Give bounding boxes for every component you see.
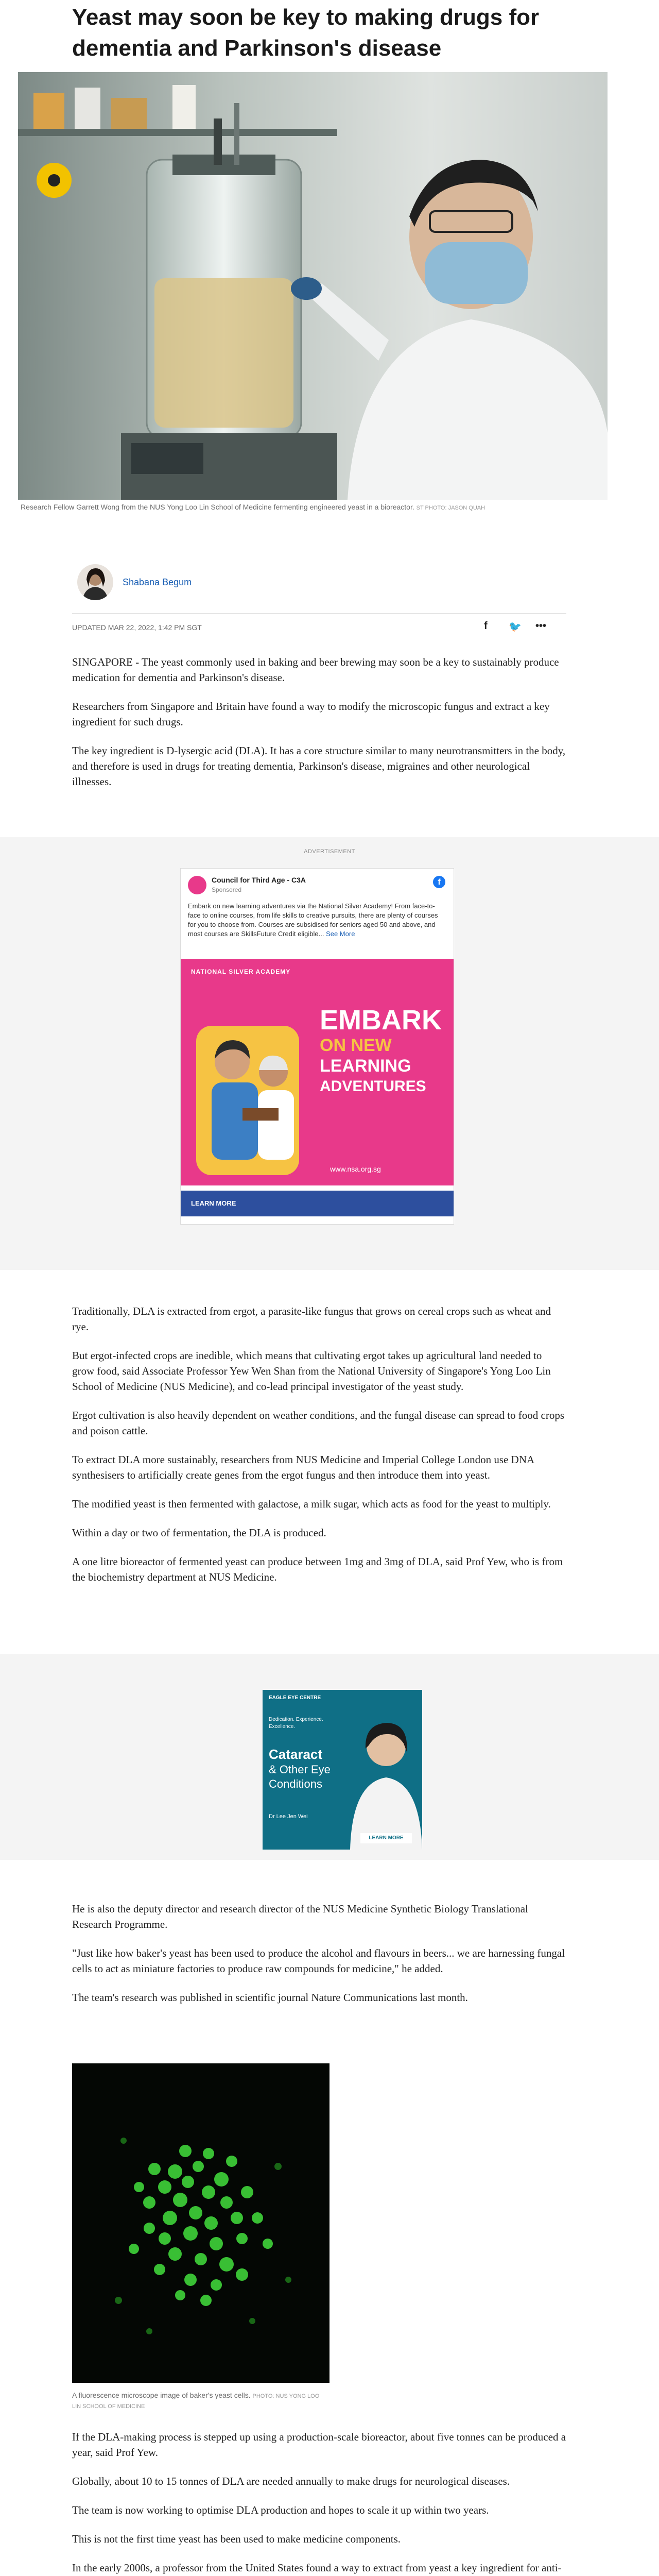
paragraph: If the DLA-making process is stepped up using a production-scale bioreactor, about five tonnes can be produced a year, said Prof Yew. [72, 2431, 566, 2459]
ad2-tagline-2: Excellence. [269, 1724, 296, 1730]
advertisement-1 [0, 837, 659, 1270]
paragraph: "Just like how baker's yeast has been used to produce the alcohol and flavours in beers... we are harnessing fungal cells to act as miniature factories to produce raw compounds for medicine," he added. [72, 1947, 565, 1975]
paragraph: A one litre bioreactor of fermented yeast can produce between 1mg and 3mg of DLA, said Prof Yew, who is from the biochemistry department at NUS Medicine. [72, 1555, 563, 1583]
paragraph: Within a day or two of fermentation, the DLA is produced. [72, 1527, 326, 1539]
author-avatar[interactable] [77, 564, 113, 600]
facebook-logo-icon: f [433, 876, 445, 888]
author-name[interactable]: Shabana Begum [123, 577, 192, 587]
page-meta: Sponsored [212, 886, 242, 893]
article-body-4 [72, 2429, 566, 2576]
paragraph: The modified yeast is then fermented with galactose, a milk sugar, which acts as food for the yeast to multiply. [72, 1498, 551, 1510]
article-body-2 [72, 1303, 566, 1585]
hero-credit: ST PHOTO: JASON QUAH [416, 505, 485, 511]
post-body [188, 902, 445, 939]
twitter-icon[interactable]: 🐦 [509, 621, 522, 633]
creative-line-3: LEARNING [320, 1056, 411, 1076]
eye-centre-ad[interactable] [263, 1690, 422, 1850]
creative-line-1: EMBARK [320, 1005, 442, 1036]
creative-brand: NATIONAL SILVER ACADEMY [191, 968, 291, 975]
paragraph: Ergot cultivation is also heavily dependent on weather conditions, and the fungal disease can spread to food crops and poison cattle. [72, 1409, 565, 1437]
post-body-text: Embark on new learning adventures via the National Silver Academy! From face-to-face to online courses, from life skills to creative pursuits, there are plenty of courses for you to choose from. Courses are subsidised for seniors aged 50 and above, and most courses are SkillsFuture Credit eligible... [188, 902, 438, 938]
facebook-icon[interactable]: f [484, 620, 488, 632]
byline-divider [72, 613, 566, 614]
paragraph: The key ingredient is D-lysergic acid (DLA). It has a core structure similar to many neurotransmitters in the body, and therefore is used in drugs for treating dementia, Parkinson's disease, migraines and other neurological illnesses. [72, 744, 566, 788]
paragraph: Traditionally, DLA is extracted from ergot, a parasite-like fungus that grows on cereal crops such as wheat and rye. [72, 1305, 551, 1333]
ad2-tagline-1: Dedication. Experience. [269, 1717, 323, 1722]
ad2-headline-3: Conditions [269, 1777, 322, 1790]
paragraph: In the early 2000s, a professor from the United States found a way to extract from yeast a key ingredient for anti- [72, 2562, 562, 2574]
paragraph: Globally, about 10 to 15 tonnes of DLA are needed annually to make drugs for neurological diseases. [72, 2475, 510, 2487]
microscope-photo [72, 2063, 330, 2383]
share-bar [484, 620, 566, 635]
hero-caption-text: Research Fellow Garrett Wong from the NUS Yong Loo Lin School of Medicine fermenting engineered yeast in a bioreactor. [21, 503, 414, 511]
article-body-3 [72, 1901, 566, 2005]
advertisement-2 [0, 1654, 659, 1860]
paragraph: To extract DLA more sustainably, researchers from NUS Medicine and Imperial College London use DNA synthesisers to artificially create genes from the ergot fungus and then introduce them into yeast. [72, 1453, 534, 1481]
page-name[interactable]: Council for Third Age - C3A [212, 876, 306, 884]
paragraph: The team's research was published in scientific journal Nature Communications last month. [72, 1991, 468, 2004]
learn-more-button[interactable]: LEARN MORE [181, 1191, 454, 1216]
paragraph: SINGAPORE - The yeast commonly used in baking and beer brewing may soon be a key to sustainably produce medication for dementia and Parkinson's disease. [72, 656, 559, 684]
creative-headline [320, 1005, 448, 1097]
ad2-headline-2: & Other Eye [269, 1763, 331, 1776]
creative-url: www.nsa.org.sg [330, 1165, 381, 1173]
creative-line-4: ADVENTURES [320, 1078, 426, 1095]
ad2-brand: EAGLE EYE CENTRE [269, 1695, 321, 1701]
ad2-doctor-photo [350, 1705, 422, 1850]
creative-line-2: ON NEW [320, 1036, 392, 1055]
more-icon[interactable]: ••• [535, 620, 547, 632]
updated-timestamp: UPDATED MAR 22, 2022, 1:42 PM SGT [72, 623, 202, 632]
see-more-link[interactable]: See More [326, 930, 355, 938]
paragraph: He is also the deputy director and research director of the NUS Medicine Synthetic Biology Translational Research Programme. [72, 1903, 528, 1930]
ad2-headline-1: Cataract [269, 1747, 323, 1762]
headline: Yeast may soon be key to making drugs for dementia and Parkinson's disease [72, 5, 540, 61]
page-avatar [188, 876, 206, 894]
ad2-doctor: Dr Lee Jen Wei [269, 1814, 308, 1820]
paragraph: Researchers from Singapore and Britain have found a way to modify the microscopic fungus and extract a key ingredient for such drugs. [72, 700, 550, 728]
ad-label: ADVERTISEMENT [304, 849, 355, 855]
micro-caption-text: A fluorescence microscope image of baker's yeast cells. [72, 2391, 251, 2399]
hero-caption [21, 502, 613, 513]
sponsored-post[interactable] [180, 868, 454, 1225]
ad2-learn-more-button[interactable]: LEARN MORE [360, 1833, 412, 1843]
paragraph: The team is now working to optimise DLA production and hopes to scale it up within two years. [72, 2504, 489, 2516]
paragraph: But ergot-infected crops are inedible, which means that cultivating ergot takes up agricultural land needed to grow food, said Associate Professor Yew Wen Shan from the National University of Singapore's Yong Loo Lin School of Medicine (NUS Medicine), and co-lead principal investigator of the yeast study. [72, 1349, 551, 1393]
micro-caption [72, 2391, 330, 2411]
creative-people-illustration [186, 1005, 315, 1175]
ad-creative[interactable] [181, 959, 454, 1185]
micro-credit: PHOTO: NUS YONG LOO LIN SCHOOL OF MEDICINE [72, 2393, 320, 2410]
hero-photo [18, 72, 608, 500]
paragraph: This is not the first time yeast has been used to make medicine components. [72, 2533, 401, 2545]
article-body-1 [72, 654, 566, 789]
